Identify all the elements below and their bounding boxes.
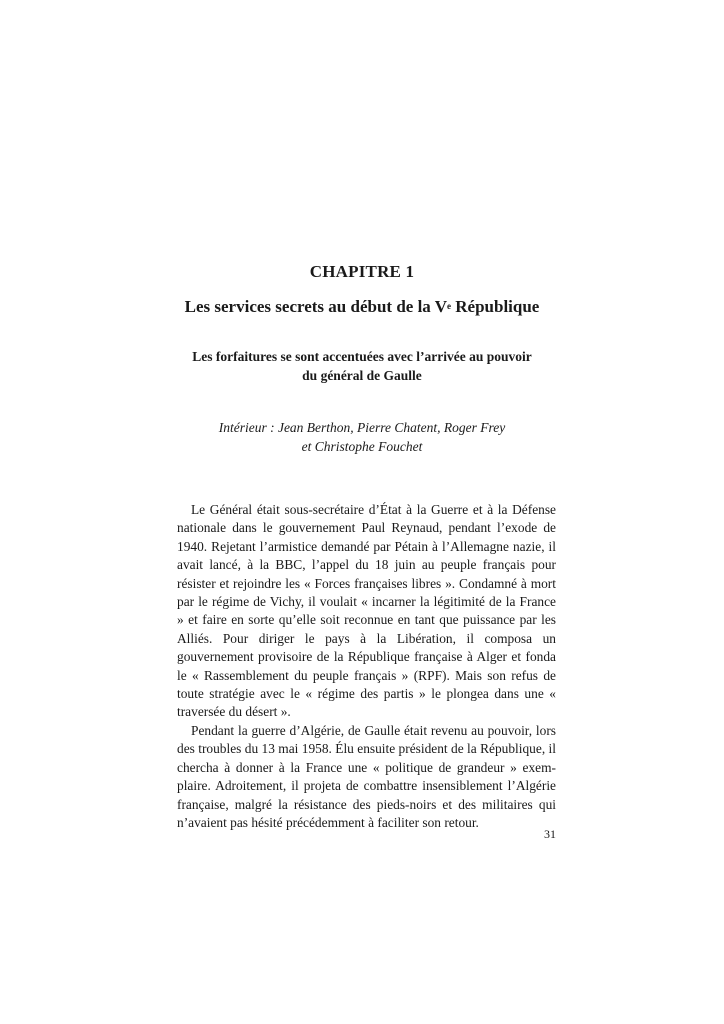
paragraph: Le Général était sous-secrétaire d’État à la Guerre et à la Défense nationale dans le gouvernement Paul Reynaud, pendant l’exode de 1940. Rejetant l’armistice demandé par Pétain à l’Allemagne nazie, il avait lancé, à la BBC, l’appel du 18 juin au peuple français pour résister et rejoindre les « Forces françaises libres ». Condamné à mort par le régime de Vichy, il voulait « incarner la légitimité de la France » et faire en sorte qu’elle soit reconnue en tant que puissance par les Alliés. Pour diriger le pays à la Libération, il composa un gouvernement provisoire de la République française à Alger et fonda le « Rassemblement du peuple français » (RPF). Mais son refus de toute stratégie avec le « régime des partis » le plongea dans une « traversée du désert ».: [177, 502, 556, 720]
body-text: [177, 501, 556, 832]
section-heading: [160, 347, 564, 385]
subheading-line: Intérieur : Jean Berthon, Pierre Chatent, Roger Frey: [218, 420, 506, 435]
subheading-line: et Christophe Fouchet: [301, 439, 423, 454]
subheading: [160, 418, 564, 456]
chapter-title-main: Les services secrets au début de la V: [184, 297, 448, 316]
paragraph: Pendant la guerre d’Algérie, de Gaulle était revenu au pouvoir, lors des troubles du 13 mai 1958. Élu ensuite président de la République, il chercha à donner à la France une « politique de grandeur » exemplaire. Adroitement, il projeta de combattre insensiblement l’Algérie française, malgré la résistance des pieds-noirs et des militaires qui n’avaient pas hésité précédemment à faciliter son retour.: [177, 722, 556, 830]
page-number: 31: [544, 827, 556, 841]
section-heading-line: du général de Gaulle: [302, 368, 422, 383]
chapter-title: [0, 296, 724, 318]
chapter-title-superscript: e: [447, 301, 452, 311]
chapter-label: CHAPITRE 1: [309, 262, 415, 281]
section-heading-line: Les forfaitures se sont accentuées avec l’arrivée au pouvoir: [192, 349, 532, 364]
chapter-title-end: République: [451, 297, 540, 316]
